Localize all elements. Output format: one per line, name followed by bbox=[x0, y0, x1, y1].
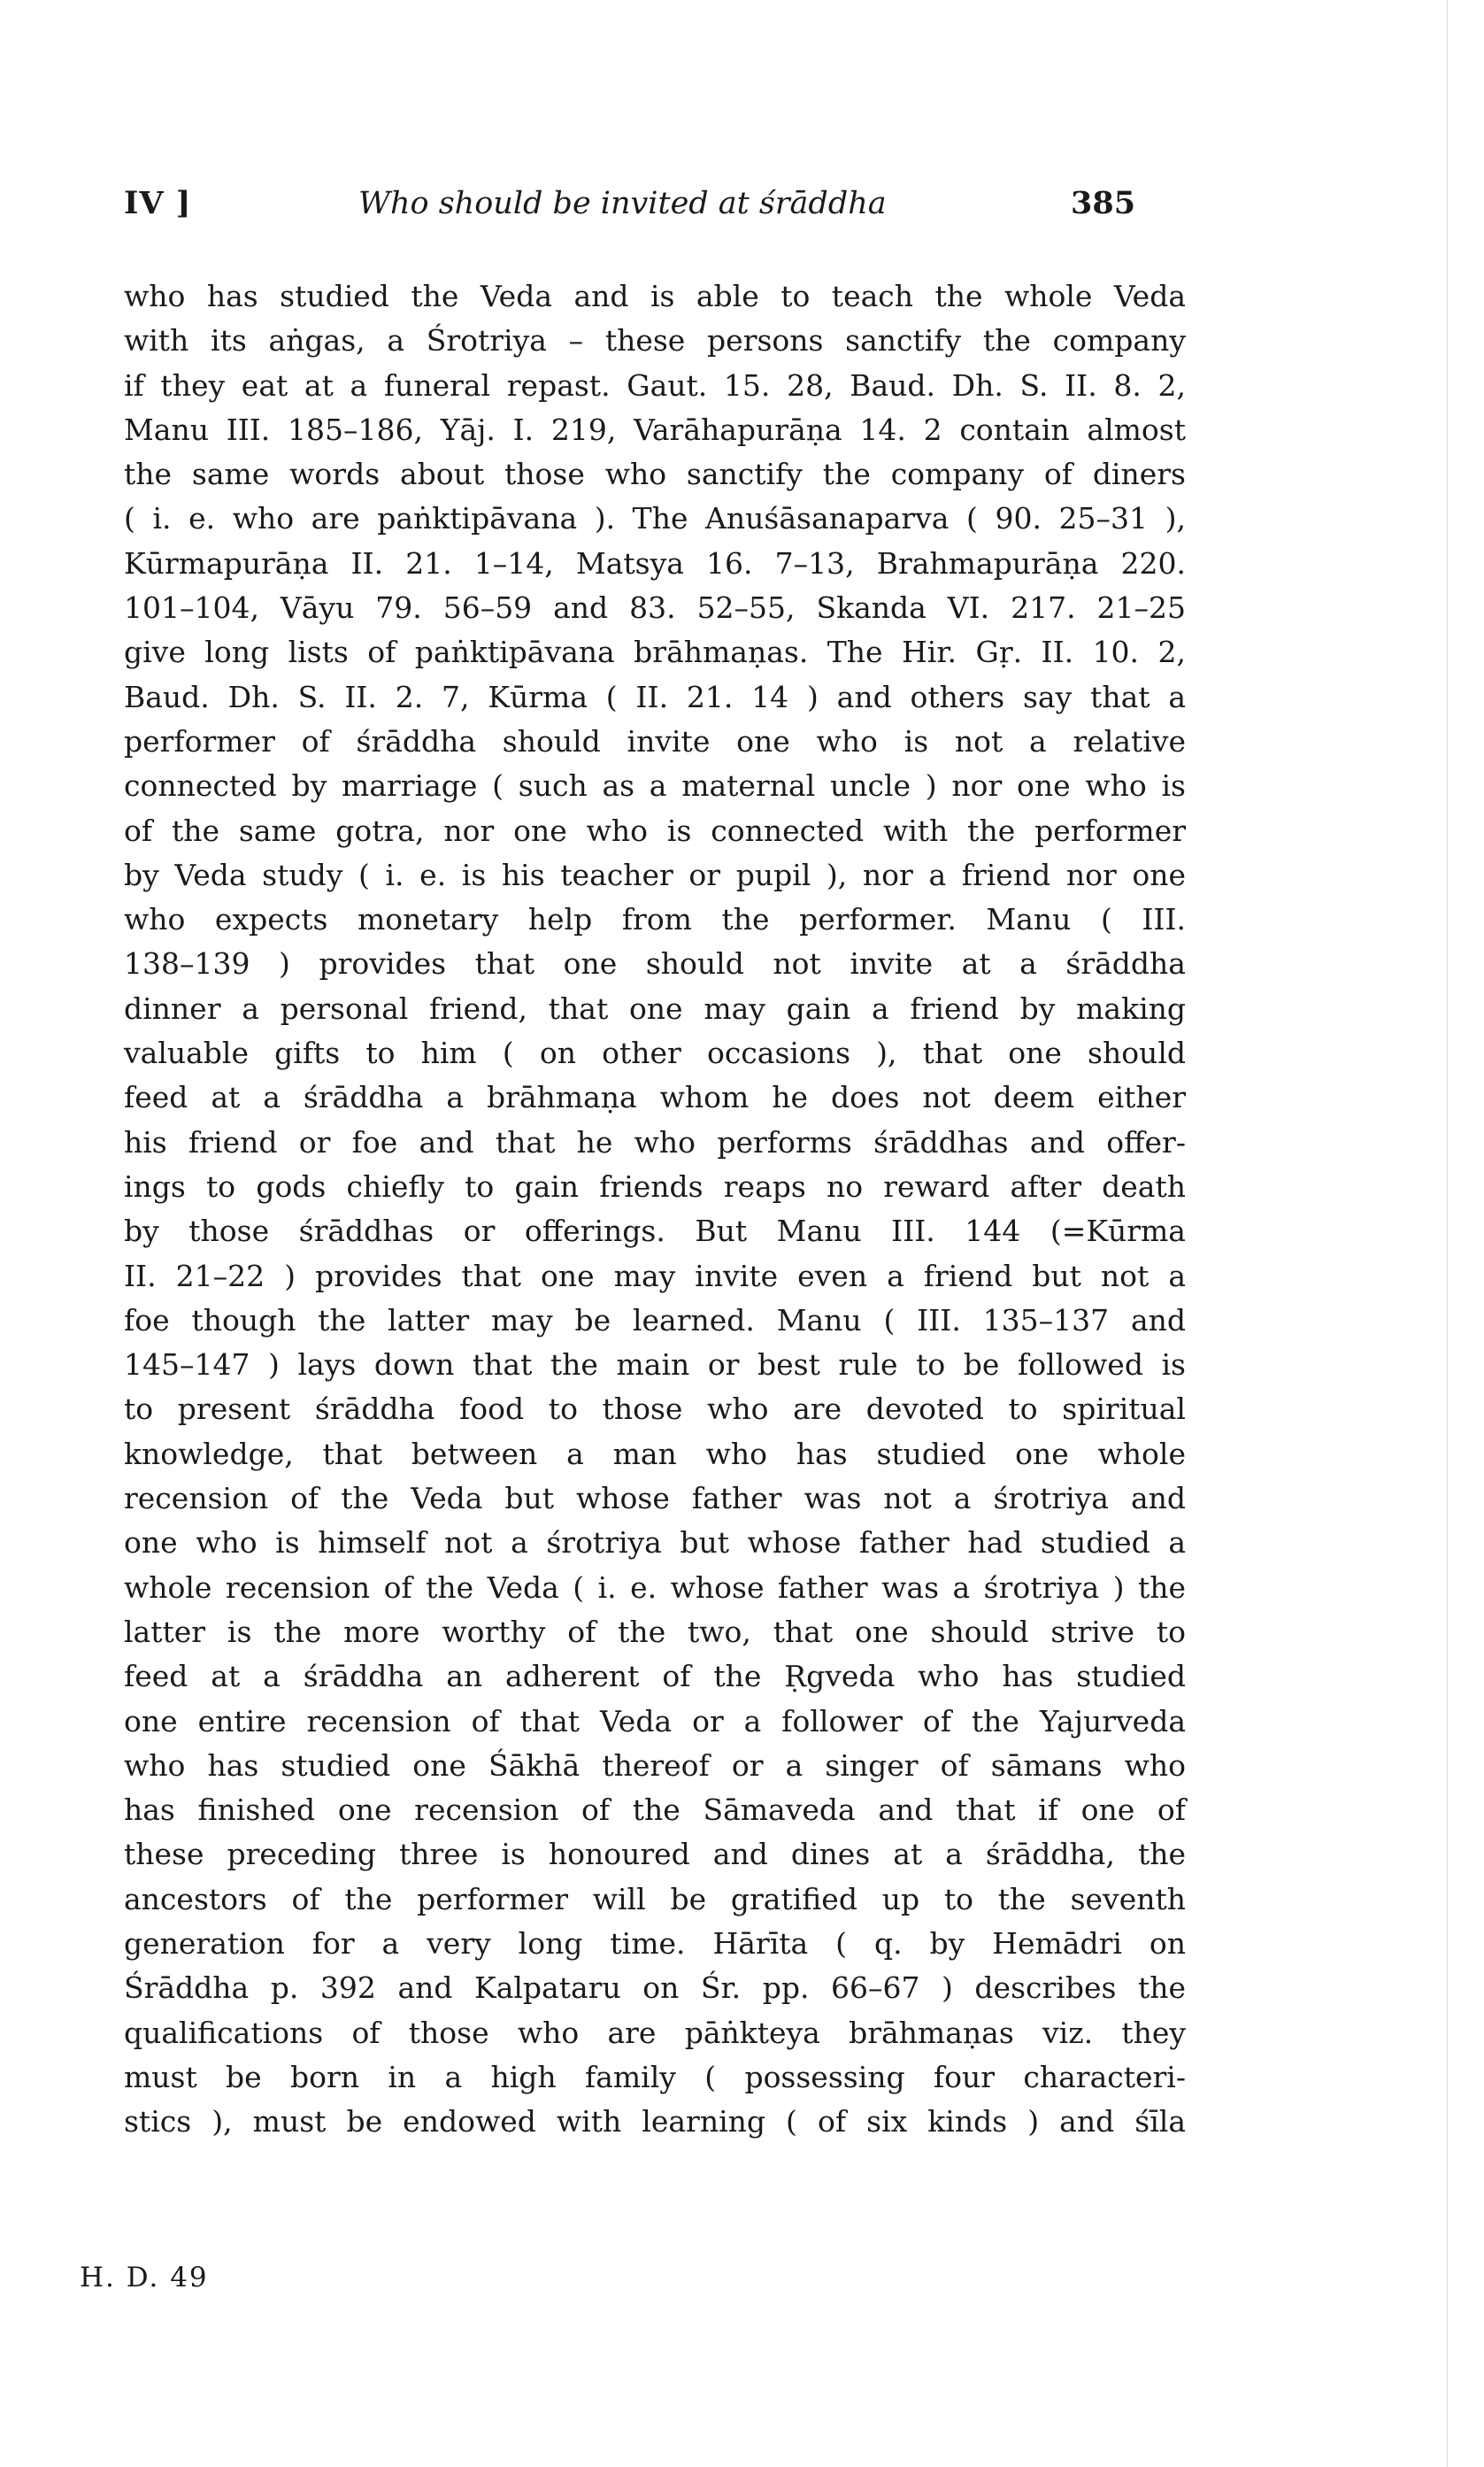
text-line: one entire recension of that Veda or a follower of the Yajurveda bbox=[124, 1703, 1186, 1738]
signature-mark: H. D. 49 bbox=[80, 2262, 209, 2294]
text-line: by Veda study ( i. e. is his teacher or pupil ), nor a friend nor one bbox=[124, 857, 1186, 892]
text-line: must be born in a high family ( possessing four characteri- bbox=[124, 2059, 1186, 2094]
text-line: feed at a śrāddha an adherent of the Ṛgveda who has studied bbox=[124, 1659, 1186, 1694]
text-line: Manu III. 185–186, Yāj. I. 219, Varāhapurāṇa 14. 2 contain almost bbox=[124, 412, 1186, 447]
text-line: the same words about those who sanctify the company of diners bbox=[124, 457, 1186, 492]
text-line: if they eat at a funeral repast. Gaut. 15. 28, Baud. Dh. S. II. 8. 2, bbox=[124, 367, 1186, 403]
text-line: whole recension of the Veda ( i. e. whose father was a śrotriya ) the bbox=[124, 1569, 1186, 1605]
text-line: his friend or foe and that he who performs śrāddhas and offer- bbox=[124, 1124, 1186, 1160]
text-line: these preceding three is honoured and dines at a śrāddha, the bbox=[124, 1837, 1186, 1872]
text-line: Śrāddha p. 392 and Kalpataru on Śr. pp. 66–67 ) describes the bbox=[124, 1970, 1186, 2006]
text-line: recension of the Veda but whose father was not a śrotriya and bbox=[124, 1481, 1186, 1516]
page bbox=[124, 177, 1186, 2144]
text-line: stics ), must be endowed with learning ( of six kinds ) and śīla bbox=[124, 2104, 1186, 2139]
text-line: has finished one recension of the Sāmaveda and that if one of bbox=[124, 1792, 1186, 1828]
text-line: 138–139 ) provides that one should not invite at a śrāddha bbox=[124, 946, 1186, 982]
text-line: with its aṅgas, a Śrotriya – these persons sanctify the company bbox=[124, 323, 1186, 358]
text-line: give long lists of paṅktipāvana brāhmaṇas. The Hir. Gṛ. II. 10. 2, bbox=[124, 635, 1186, 670]
text-line: valuable gifts to him ( on other occasions ), that one should bbox=[124, 1036, 1186, 1071]
body-text bbox=[124, 274, 1186, 2144]
text-line: dinner a personal friend, that one may gain a friend by making bbox=[124, 991, 1186, 1026]
text-line: performer of śrāddha should invite one who is not a relative bbox=[124, 723, 1186, 759]
text-line: connected by marriage ( such as a maternal uncle ) nor one who is bbox=[124, 768, 1186, 804]
text-line: foe though the latter may be learned. Manu ( III. 135–137 and bbox=[124, 1302, 1186, 1338]
text-line: generation for a very long time. Hārīta ( q. by Hemādri on bbox=[124, 1925, 1186, 1961]
text-line: one who is himself not a śrotriya but whose father had studied a bbox=[124, 1525, 1186, 1561]
page-number: 385 bbox=[1071, 185, 1136, 221]
text-line: 101–104, Vāyu 79. 56–59 and 83. 52–55, Skanda VI. 217. 21–25 bbox=[124, 590, 1186, 626]
running-title: Who should be invited at śrāddha bbox=[358, 186, 887, 221]
page-edge-rule bbox=[1447, 0, 1448, 2467]
text-line: qualifications of those who are pāṅkteya brāhmaṇas viz. they bbox=[124, 2015, 1186, 2050]
text-line: knowledge, that between a man who has studied one whole bbox=[124, 1436, 1186, 1471]
section-number: IV ] bbox=[124, 185, 192, 221]
text-line: II. 21–22 ) provides that one may invite even a friend but not a bbox=[124, 1258, 1186, 1293]
text-line: ings to gods chiefly to gain friends reaps no reward after death bbox=[124, 1168, 1186, 1204]
text-line: by those śrāddhas or offerings. But Manu III. 144 (=Kūrma bbox=[124, 1214, 1186, 1249]
text-line: who has studied one Śākhā thereof or a singer of sāmans who bbox=[124, 1747, 1186, 1783]
text-line: Baud. Dh. S. II. 2. 7, Kūrma ( II. 21. 14 ) and others say that a bbox=[124, 679, 1186, 714]
text-line: of the same gotra, nor one who is connected with the performer bbox=[124, 813, 1186, 848]
running-header bbox=[124, 177, 1186, 230]
text-line: who expects monetary help from the performer. Manu ( III. bbox=[124, 902, 1186, 937]
text-line: who has studied the Veda and is able to teach the whole Veda bbox=[124, 279, 1186, 313]
text-line: feed at a śrāddha a brāhmaṇa whom he does not deem either bbox=[124, 1080, 1186, 1115]
text-line: ( i. e. who are paṅktipāvana ). The Anuśāsanaparva ( 90. 25–31 ), bbox=[124, 501, 1186, 536]
text-line: Kūrmapurāṇa II. 21. 1–14, Matsya 16. 7–13, Brahmapurāṇa 220. bbox=[124, 545, 1186, 581]
text-line: latter is the more worthy of the two, that one should strive to bbox=[124, 1614, 1186, 1649]
text-line: to present śrāddha food to those who are devoted to spiritual bbox=[124, 1392, 1186, 1427]
text-line: 145–147 ) lays down that the main or best rule to be followed is bbox=[124, 1347, 1186, 1383]
text-line: ancestors of the performer will be gratified up to the seventh bbox=[124, 1881, 1186, 1916]
